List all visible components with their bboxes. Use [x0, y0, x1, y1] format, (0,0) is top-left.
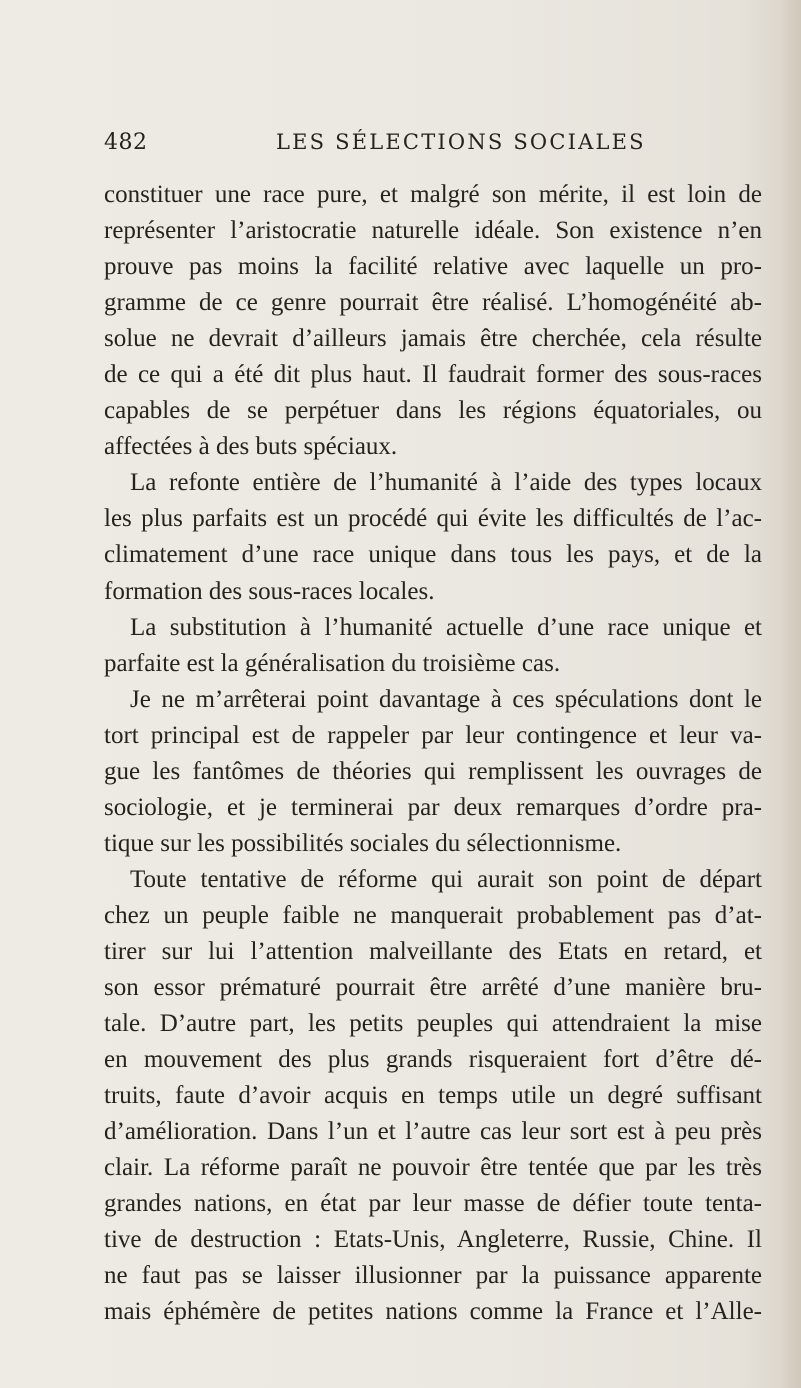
text-line: sociologie, et je terminerai par deux remarques d’ordre pra- — [104, 793, 762, 821]
text-line: chez un peuple faible ne manquerait probablement pas d’at- — [104, 901, 762, 929]
page-edge-shadow — [779, 0, 801, 1388]
text-line: représenter l’aristocratie naturelle idéale. Son existence n’en — [104, 217, 762, 245]
body-text — [104, 177, 762, 1331]
text-line: prouve pas moins la facilité relative avec laquelle un pro- — [104, 253, 762, 281]
text-line: ne faut pas se laisser illusionner par la puissance apparente — [104, 1262, 762, 1290]
text-line: tort principal est de rappeler par leur contingence et leur va- — [104, 721, 762, 749]
text-line: climatement d’une race unique dans tous les pays, et de la — [104, 541, 762, 569]
text-line: tive de destruction : Etats-Unis, Angleterre, Russie, Chine. Il — [104, 1226, 762, 1254]
text-line: Toute tentative de réforme qui aurait son point de départ — [130, 865, 762, 893]
text-line: formation des sous-races locales. — [104, 577, 435, 605]
text-line: La refonte entière de l’humanité à l’aide des types locaux — [130, 469, 762, 497]
text-line: parfaite est la généralisation du troisième cas. — [104, 649, 561, 677]
text-line: en mouvement des plus grands risqueraient fort d’être dé- — [104, 1046, 762, 1074]
text-line: clair. La réforme paraît ne pouvoir être tentée que par les très — [104, 1154, 762, 1182]
text-line: tale. D’autre part, les petits peuples qui attendraient la mise — [104, 1010, 762, 1038]
running-header — [104, 130, 744, 164]
text-line: de ce qui a été dit plus haut. Il faudrait former des sous-races — [104, 361, 762, 389]
text-line: les plus parfaits est un procédé qui évite les difficultés de l’ac- — [104, 505, 762, 533]
text-line: d’amélioration. Dans l’un et l’autre cas leur sort est à peu près — [104, 1118, 762, 1146]
text-line: affectées à des buts spéciaux. — [104, 433, 398, 461]
running-title: LES SÉLECTIONS SOCIALES — [276, 130, 646, 154]
text-line: tique sur les possibilités sociales du sélectionnisme. — [104, 829, 622, 857]
text-line: son essor prématuré pourrait être arrêté d’une manière bru- — [104, 974, 762, 1002]
text-line: mais éphémère de petites nations comme la France et l’Alle- — [104, 1298, 762, 1326]
text-line: constituer une race pure, et malgré son mérite, il est loin de — [104, 181, 762, 208]
text-line: solue ne devrait d’ailleurs jamais être cherchée, cela résulte — [104, 325, 762, 353]
text-line: capables de se perpétuer dans les régions équatoriales, ou — [104, 397, 762, 425]
page-number: 482 — [104, 130, 148, 155]
text-line: grandes nations, en état par leur masse de défier toute tenta- — [104, 1190, 762, 1218]
text-line: gue les fantômes de théories qui remplissent les ouvrages de — [104, 757, 762, 785]
text-line: gramme de ce genre pourrait être réalisé. L’homogénéité ab- — [104, 289, 762, 317]
text-line: Je ne m’arrêterai point davantage à ces spéculations dont le — [130, 685, 762, 713]
text-line: truits, faute d’avoir acquis en temps utile un degré suffisant — [104, 1082, 762, 1110]
text-line: tirer sur lui l’attention malveillante des Etats en retard, et — [104, 937, 762, 965]
text-line: La substitution à l’humanité actuelle d’une race unique et — [130, 613, 762, 641]
